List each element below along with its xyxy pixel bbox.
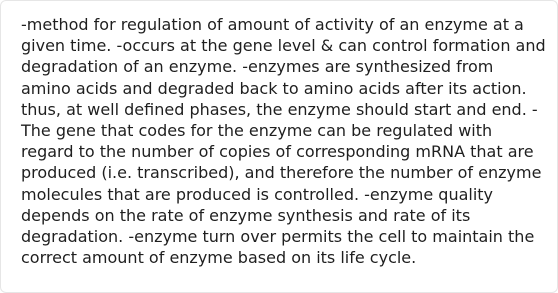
body-text: -method for regulation of amount of activity of an enzyme at a given time. -occurs at the gene level & can control formation and degradation of an enzyme. -enzymes are synthesized from amino acids and degraded back to amino acids after its action. thus, at well defined phases, the enzyme should start and end. -The gene that codes for the enzyme can be regulated with regard to the number of copies of corresponding mRNA that are produced (i.e. transcribed), and therefore the number of enzyme molecules that are produced is controlled. -enzyme quality depends on the rate of enzyme synthesis and rate of its degradation. -enzyme turn over permits the cell to maintain the correct amount of enzyme based on its life cycle. bbox=[21, 15, 546, 268]
